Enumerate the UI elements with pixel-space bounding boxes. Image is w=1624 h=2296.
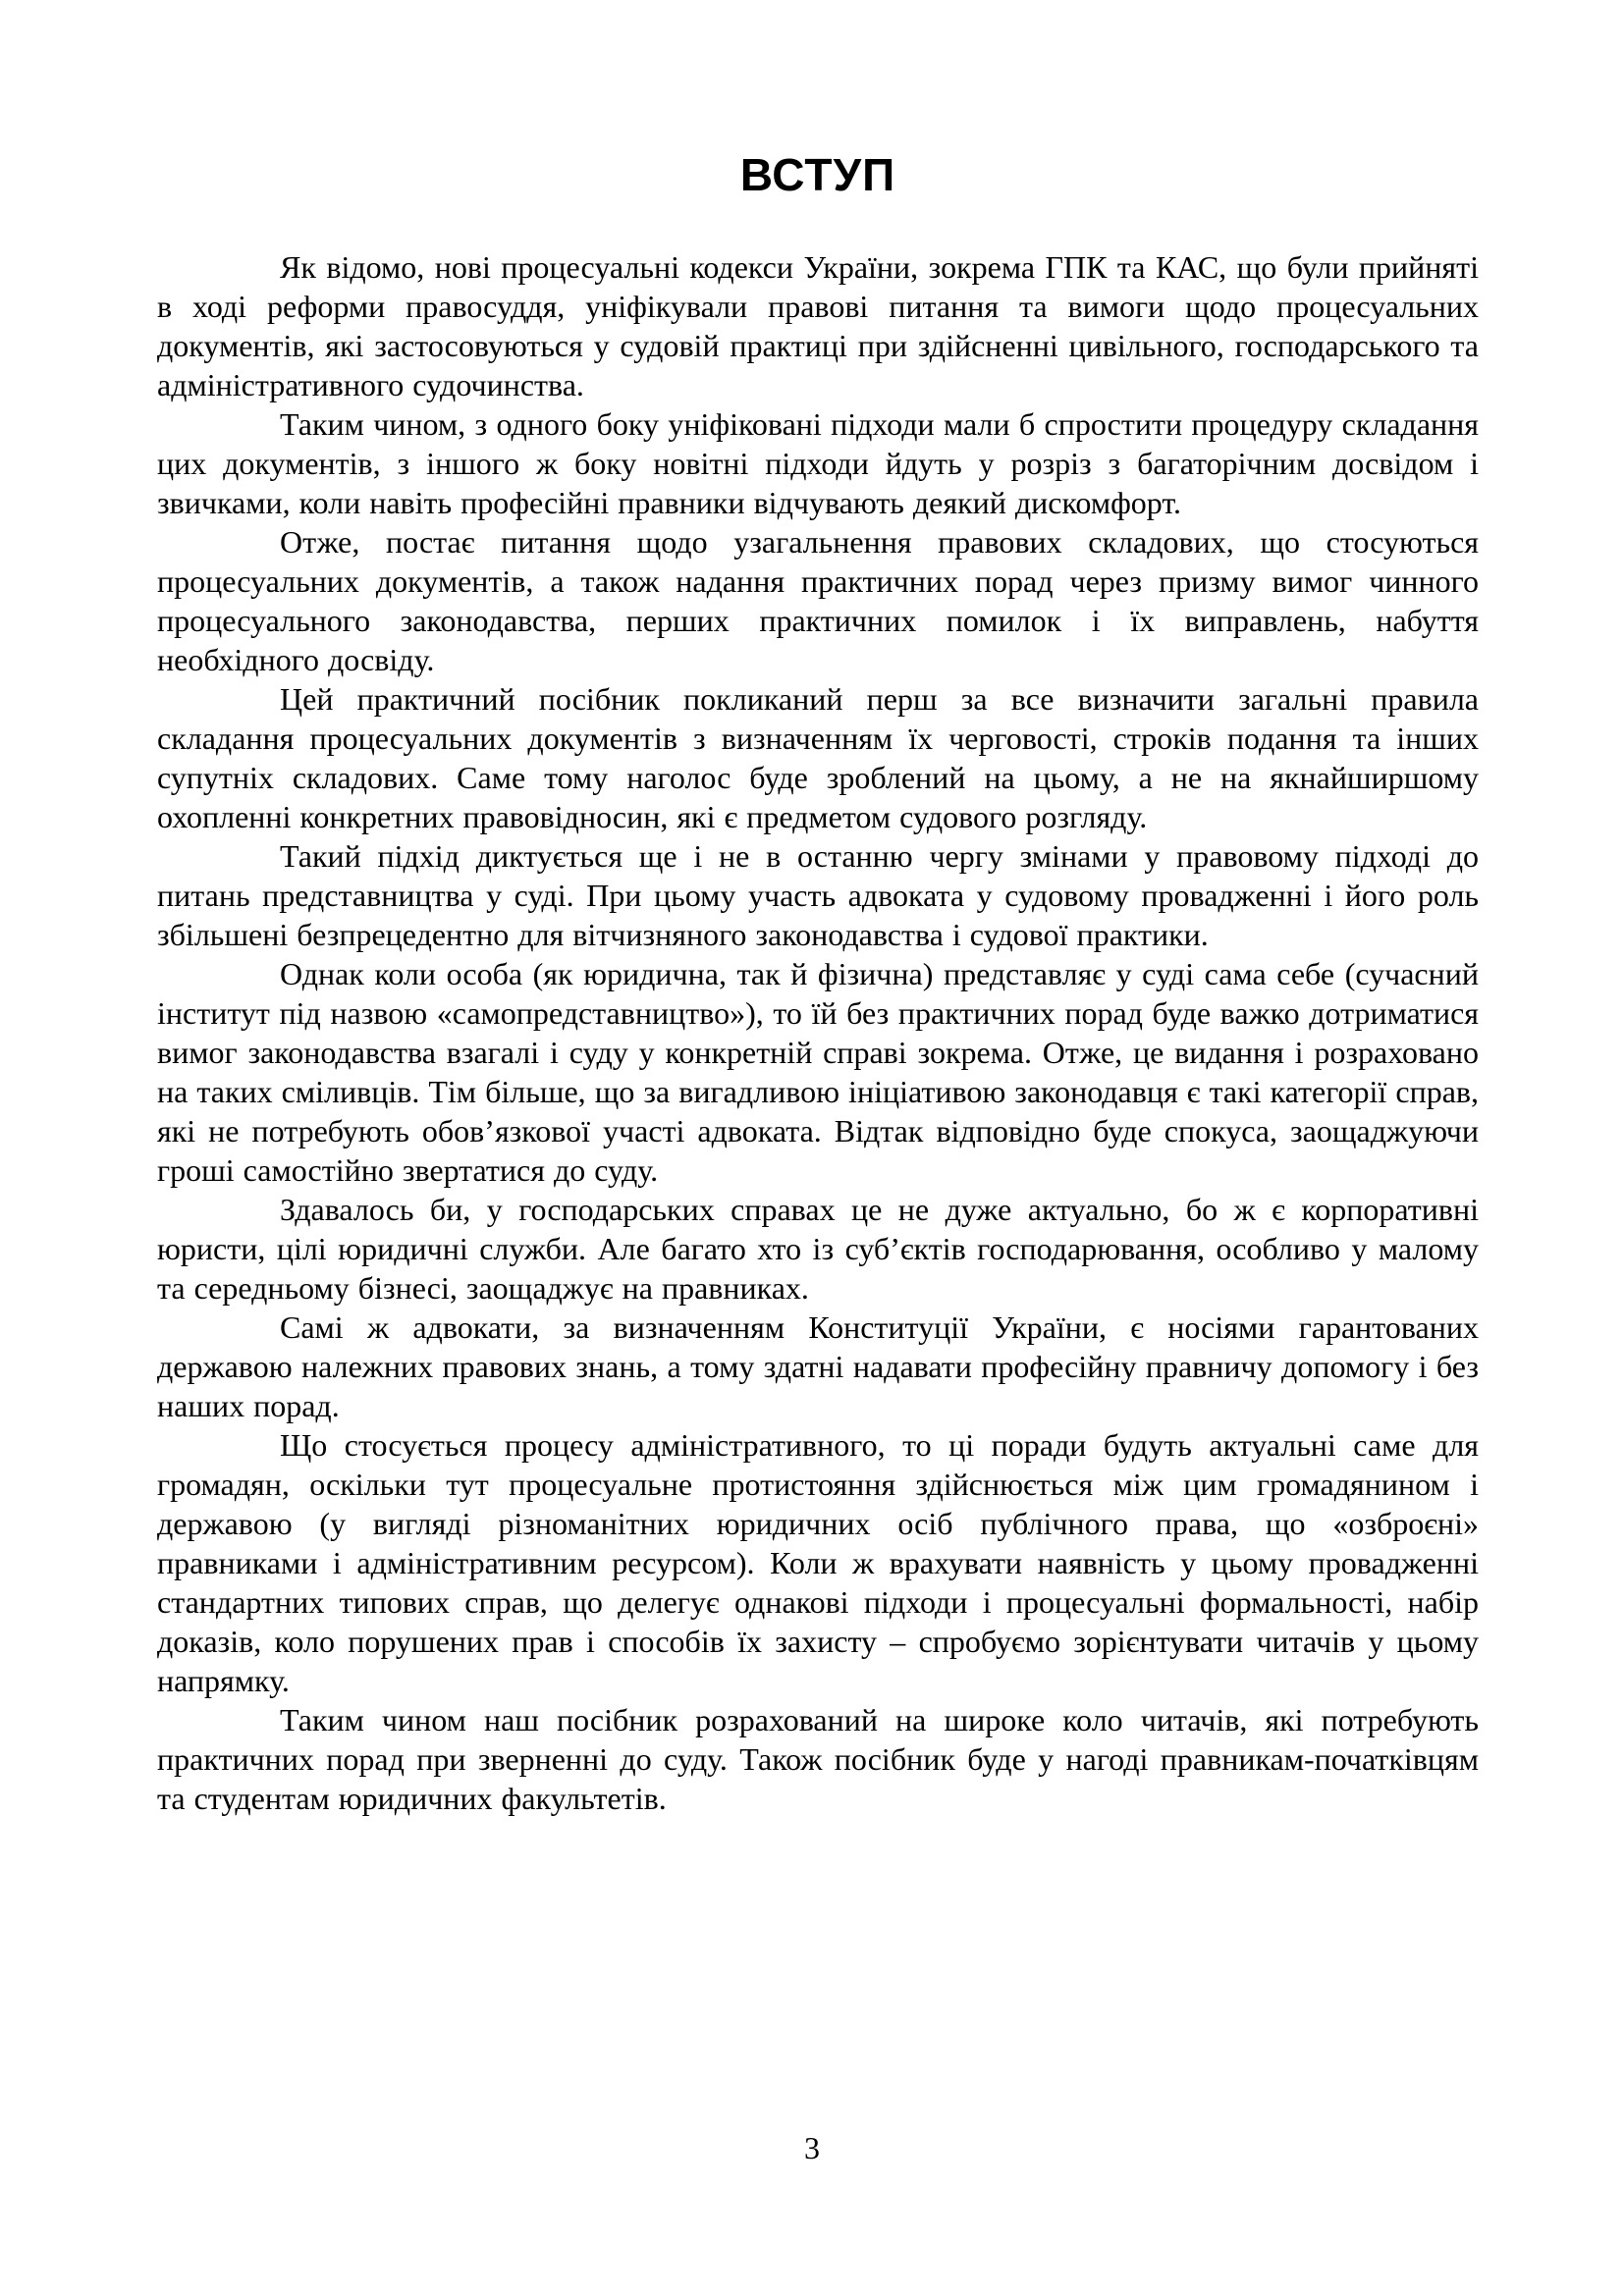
- page-title: ВСТУП: [739, 149, 896, 200]
- paragraph: Здавалось би, у господарських справах це не дуже актуально, бо ж є корпоративні юристи, цілі юридичні служби. Але багато хто із суб’єктів господарювання, особливо у малому та середньому бізнесі, заощаджує на правниках.: [157, 1192, 1479, 1306]
- paragraph: Цей практичний посібник покликаний перш за все визначити загальні правила складання процесуальних документів з визначенням їх черговості, строків подання та інших супутніх складових. Саме тому наголос буде зроблений на цьому, а не на якнайширшому охопленні конкретних правовідносин, які є предметом судового розгляду.: [157, 681, 1479, 834]
- paragraph: Таким чином, з одного боку уніфіковані підходи мали б спростити процедуру складання цих документів, з іншого ж боку новітні підходи йдуть у розріз з багаторічним досвідом і звичками, коли навіть професійні правники відчувають деякий дискомфорт.: [157, 406, 1479, 520]
- paragraph: Самі ж адвокати, за визначенням Конституції України, є носіями гарантованих державою належних правових знань, а тому здатні надавати професійну правничу допомогу і без наших порад.: [157, 1309, 1479, 1423]
- paragraph: Таким чином наш посібник розрахований на широке коло читачів, які потребують практичних порад при зверненні до суду. Також посібник буде у нагоді правникам-початківцям та студентам юридичних факультетів.: [157, 1702, 1479, 1816]
- paragraph: Такий підхід диктується ще і не в останню чергу змінами у правовому підході до питань представництва у суді. При цьому участь адвоката у судовому провадженні і його роль збільшені безпрецедентно для вітчизняного законодавства і судової практики.: [157, 838, 1479, 952]
- paragraph: Отже, постає питання щодо узагальнення правових складових, що стосуються процесуальних документів, а також надання практичних порад через призму вимог чинного процесуального законодавства, перших практичних помилок і їх виправлень, набуття необхідного досвіду.: [157, 524, 1479, 677]
- paragraph: Як відомо, нові процесуальні кодекси України, зокрема ГПК та КАС, що були прийняті в ході реформи правосуддя, уніфікували правові питання та вимоги щодо процесуальних документів, які застосовуються у судовій практиці при здійсненні цивільного, господарського та адміністративного судочинства.: [157, 249, 1479, 402]
- paragraph: Що стосується процесу адміністративного, то ці поради будуть актуальні саме для громадян, оскільки тут процесуальне протистояння здійснюється між цим громадянином і державою (у вигляді різноманітних юридичних осіб публічного права, що «озброєні» правниками і адміністративним ресурсом). Коли ж врахувати наявність у цьому провадженні стандартних типових справ, що делегує однакові підходи і процесуальні формальності, набір доказів, коло порушених прав і способів їх захисту – спробуємо зорієнтувати читачів у цьому напрямку.: [157, 1427, 1479, 1698]
- page-number: 3: [804, 2130, 820, 2165]
- document-body: [157, 247, 1479, 1818]
- paragraph: Однак коли особа (як юридична, так й фізична) представляє у суді сама себе (сучасний інститут під назвою «самопредставництво»), то їй без практичних порад буде важко дотриматися вимог законодавства взагалі і суду у конкретній справі зокрема. Отже, це видання і розраховано на таких сміливців. Тім більше, що за вигадливою ініціативою законодавця є такі категорії справ, які не потребують обов’язкової участі адвоката. Відтак відповідно буде спокуса, заощаджуючи гроші самостійно звертатися до суду.: [157, 956, 1479, 1188]
